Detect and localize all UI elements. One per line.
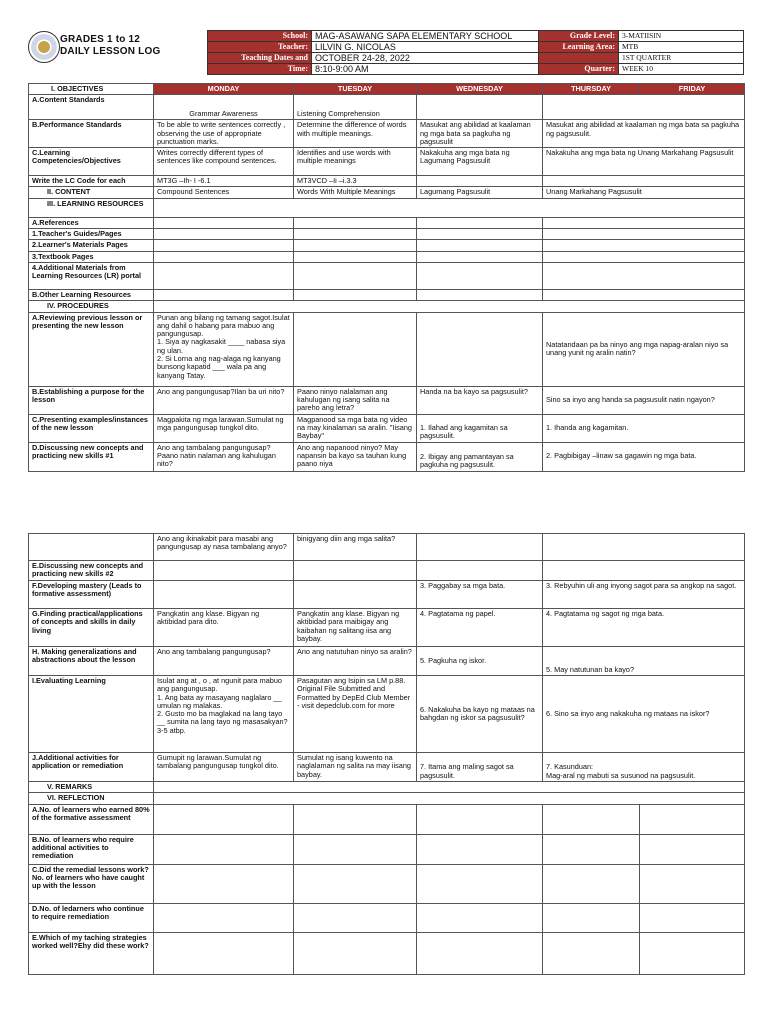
day-thursday: THURSDAY <box>543 84 640 95</box>
day-friday: FRIDAY <box>640 84 745 95</box>
title-line-1: GRADES 1 to 12 <box>60 34 141 45</box>
cell-wednesday: 7. Itama ang maling sagot sa pagsusulit. <box>417 753 543 782</box>
table-row <box>29 240 745 251</box>
table-row <box>29 581 745 609</box>
row-label: 4.Additional Materials from Learning Resources (LR) portal <box>29 262 154 289</box>
cell-monday: Ano ang tambalang pangungusap? <box>154 647 294 676</box>
row-label: E.Discussing new concepts and practicing new skills #2 <box>29 561 154 581</box>
cell-monday: Gumupit ng larawan.Sumulat ng tambalang pangungusap tungkol dito. <box>154 753 294 782</box>
cell-thursday: 3. Rebyuhin uli ang inyong sagot para sa angkop na sagot. <box>543 581 745 609</box>
cell-thursday: 4. Pagtatama ng sagot ng mga bata. <box>543 609 745 647</box>
cell-wednesday: 1. Ilahad ang kagamitan sa pagsusulit. <box>417 414 543 442</box>
objectives-heading: I. OBJECTIVES <box>29 84 154 95</box>
cell-wednesday: 3. Paggabay sa mga bata. <box>417 581 543 609</box>
row-label: Write the LC Code for each <box>29 176 154 187</box>
row-label: J.Additional activities for application or remediation <box>29 753 154 782</box>
table-row <box>29 903 745 932</box>
cell-wednesday: 5. Pagkuha ng iskor. <box>417 647 543 676</box>
cell-wednesday: Masukat ang abilidad at kaalaman ng mga bata sa pagkuha ng pagsusulit <box>417 120 543 148</box>
row-label: A.Content Standards <box>29 95 154 120</box>
quarter-value: 1ST QUARTER <box>619 53 744 64</box>
table-row <box>29 301 745 312</box>
day-monday: MONDAY <box>154 84 294 95</box>
day-wednesday: WEDNESDAY <box>417 84 543 95</box>
table-row <box>29 782 745 793</box>
day-tuesday: TUESDAY <box>294 84 417 95</box>
cell-thursday: Natatandaan pa ba ninyo ang mga napag-aralan niyo sa unang yunit ng aralin natin? <box>543 312 745 386</box>
cell-wednesday: 4. Pagtatama ng papel. <box>417 609 543 647</box>
row-label: B.Other Learning Resources <box>29 289 154 300</box>
grade-label: Grade Level: <box>539 31 619 42</box>
table-row <box>29 217 745 228</box>
remarks-heading: V. REMARKS <box>29 782 154 793</box>
cell-tuesday: Pasagutan ang Isipin sa LM p.88. Original File Submitted and Formatted by DepEd Club Member - visit depedclub.com for more <box>294 676 417 753</box>
cell-tuesday: Magpanood sa mga bata ng video na may kinalaman sa aralin. "Iisang Baybay" <box>294 414 417 442</box>
row-label: 1.Teacher's Guides/Pages <box>29 229 154 240</box>
row-label: E.Which of my taching strategies worked well?Ehy did these work? <box>29 932 154 974</box>
table-row <box>29 312 745 386</box>
time-value: 8:10-9:00 AM <box>312 64 539 75</box>
table-row <box>29 676 745 753</box>
cell-monday: To be able to write sentences correctly , observing the use of appropriate punctuation marks. <box>154 120 294 148</box>
table-row <box>29 647 745 676</box>
dates-label: Teaching Dates and <box>208 53 312 64</box>
quarter-label: Quarter: <box>539 64 619 75</box>
row-label: B.Establishing a purpose for the lesson <box>29 386 154 414</box>
grade-value: 3-MATIISIN <box>619 31 744 42</box>
row-label: 3.Textbook Pages <box>29 251 154 262</box>
cell-thursday: Unang Markahang Pagsusulit <box>543 187 745 198</box>
cell-monday: Ano ang pangungusap?Ilan ba uri nito? <box>154 386 294 414</box>
cell-monday: Compound Sentences <box>154 187 294 198</box>
cell-tuesday: Determine the difference of words with multiple meanings. <box>294 120 417 148</box>
cell-tuesday: MT3VCD –Ii –i.3.3 <box>294 176 417 187</box>
cell-monday: Punan ang bilang ng tamang sagot.Isulat ang dahil o habang para mabuo ang pangungusap. 1. Siya ay nagkasakit ____ nabasa siya ng ulan. 2. Si Lorna ang nag-alaga ng kanyang bunsong kapatid ___ wala pa ang kanyang Tatay. <box>154 312 294 386</box>
row-label: G.Finding practical/applications of concepts and skills in daily living <box>29 609 154 647</box>
table-row <box>29 262 745 289</box>
table-row <box>29 251 745 262</box>
reflection-heading: VI. REFLECTION <box>29 793 154 804</box>
cell-monday: Ano ang ikinakabit para masabi ang pangungusap ay nasa tambalang anyo? <box>154 534 294 561</box>
row-label: D.Discussing new concepts and practicing new skills #1 <box>29 442 154 471</box>
table-row <box>29 176 745 187</box>
cell-tuesday: Sumulat ng isang kuwento na naglalaman ng salita na may iisang baybay. <box>294 753 417 782</box>
cell-thursday: 7. Kasunduan: Mag-aral ng mabuti sa susunod na pagsusulit. <box>543 753 745 782</box>
cell-wednesday: Handa na ba kayo sa pagsusulit? <box>417 386 543 414</box>
lesson-log-table-part-1 <box>28 83 745 472</box>
table-row <box>29 386 745 414</box>
time-label: Time: <box>208 64 312 75</box>
cell-wednesday: Lagumang Pagsusulit <box>417 187 543 198</box>
learning-resources-heading: III. LEARNING RESOURCES <box>29 198 154 217</box>
table-row <box>29 414 745 442</box>
row-label: A.Reviewing previous lesson or presenting the new lesson <box>29 312 154 386</box>
school-value: MAG-ASAWANG SAPA ELEMENTARY SCHOOL <box>312 31 539 42</box>
deped-seal-logo <box>28 31 60 63</box>
table-row <box>29 198 745 217</box>
table-row <box>29 95 745 120</box>
cell-thursday: 5. May natutunan ba kayo? <box>543 647 745 676</box>
cell-tuesday: Ano ang natutuhan ninyo sa aralin? <box>294 647 417 676</box>
table-row <box>29 534 745 561</box>
cell-monday: Writes correctly different types of sentences like compound sentences. <box>154 148 294 176</box>
table-row <box>29 148 745 176</box>
area-label: Learning Area: <box>539 42 619 53</box>
table-row <box>29 932 745 974</box>
cell-thursday: 6. Sino sa inyo ang nakakuha ng mataas na iskor? <box>543 676 745 753</box>
teacher-label: Teacher: <box>208 42 312 53</box>
cell-tuesday: Words With Multiple Meanings <box>294 187 417 198</box>
table-row <box>29 609 745 647</box>
cell-tuesday: Identifies and use words with multiple meanings <box>294 148 417 176</box>
row-label: F.Developing mastery (Leads to formative assessment) <box>29 581 154 609</box>
cell-tuesday: Listening Comprehension <box>294 95 417 120</box>
row-label: A.References <box>29 217 154 228</box>
table-row <box>29 120 745 148</box>
cell-thursday: 1. Ihanda ang kagamitan. <box>543 414 745 442</box>
area-value: MTB <box>619 42 744 53</box>
table-row <box>29 229 745 240</box>
cell-monday: Magpakita ng mga larawan.Sumulat ng mga pangungusap tungkol dito. <box>154 414 294 442</box>
cell-monday: Pangkatin ang klase. Bigyan ng aktibidad para dito. <box>154 609 294 647</box>
header-info-table <box>207 30 744 75</box>
row-label: A.No. of learners who earned 80% of the formative assessment <box>29 804 154 834</box>
cell-monday: Grammar Awareness <box>154 95 294 120</box>
table-row <box>29 793 745 804</box>
table-row <box>29 753 745 782</box>
cell-wednesday: 2. Ibigay ang pamantayan sa pagkuha ng pagsusulit. <box>417 442 543 471</box>
row-label: C.Did the remedial lessons work?No. of learners who have caught up with the lesson <box>29 864 154 903</box>
table-row <box>29 289 745 300</box>
row-label: C.Presenting examples/instances of the new lesson <box>29 414 154 442</box>
row-label: B.No. of learners who require additional activities to remediation <box>29 834 154 864</box>
procedures-heading: IV. PROCEDURES <box>29 301 154 312</box>
title-line-2: DAILY LESSON LOG <box>60 46 161 57</box>
cell-thursday: Sino sa inyo ang handa sa pagsusulit natin ngayon? <box>543 386 745 414</box>
row-label: H. Making generalizations and abstractions about the lesson <box>29 647 154 676</box>
content-heading: II. CONTENT <box>29 187 154 198</box>
table-row <box>29 561 745 581</box>
cell-monday: MT3G –Ih- I -6.1 <box>154 176 294 187</box>
table-row <box>29 864 745 903</box>
teacher-value: LILVIN G. NICOLAS <box>312 42 539 53</box>
cell-monday: Ano ang tambalang pangungusap? Paano natin nalaman ang kahulugan nito? <box>154 442 294 471</box>
table-row <box>29 442 745 471</box>
row-label: 2.Learner's Materials Pages <box>29 240 154 251</box>
cell-thursday: Nakakuha ang mga bata ng Unang Markahang Pagsusulit <box>543 148 745 176</box>
cell-tuesday: binigyang diin ang mga salita? <box>294 534 417 561</box>
cell-monday: Isulat ang at , o , at ngunit para mabuo ang pangungusap. 1. Ang bata ay masayang naglalaro __ umulan ng malakas. 2. Gusto mo ba maglakad na lang tayo __ sumita na lang tayo ng masasakyan? 3-5 atbp. <box>154 676 294 753</box>
cell-tuesday: Ano ang napanood ninyo? May napansin ba kayo sa tauhan kung paano niya <box>294 442 417 471</box>
cell-wednesday: 6. Nakakuha ba kayo ng mataas na bahgdan ng iskor sa pagsusulit? <box>417 676 543 753</box>
school-label: School: <box>208 31 312 42</box>
cell-thursday: Masukat ang abilidad at kaalaman ng mga bata sa pagkuha ng pagsusulit. <box>543 120 745 148</box>
cell-tuesday: Paano ninyo nalalaman ang kahulugan ng isang salita na pareho ang letra? <box>294 386 417 414</box>
row-label: D.No. of ledarners who continue to require remediation <box>29 903 154 932</box>
cell-thursday: 2. Pagbibigay –linaw sa gagawin ng mga bata. <box>543 442 745 471</box>
dates-value: OCTOBER 24-28, 2022 <box>312 53 539 64</box>
lesson-log-table-part-2 <box>28 533 745 975</box>
cell-wednesday: Nakakuha ang mga bata ng Lagumang Pagsusulit <box>417 148 543 176</box>
table-row <box>29 804 745 834</box>
row-label: C.Learning Competencies/Objectives <box>29 148 154 176</box>
document-title <box>60 34 160 58</box>
week-value: WEEK 10 <box>619 64 744 75</box>
table-row <box>29 834 745 864</box>
row-label: I.Evaluating Learning <box>29 676 154 753</box>
table-row <box>29 187 745 198</box>
row-label: B.Performance Standards <box>29 120 154 148</box>
cell-tuesday: Pangkatin ang klase. Bigyan ng aktibidad para maibigay ang kaibahan ng salitang iisa ang baybay. <box>294 609 417 647</box>
